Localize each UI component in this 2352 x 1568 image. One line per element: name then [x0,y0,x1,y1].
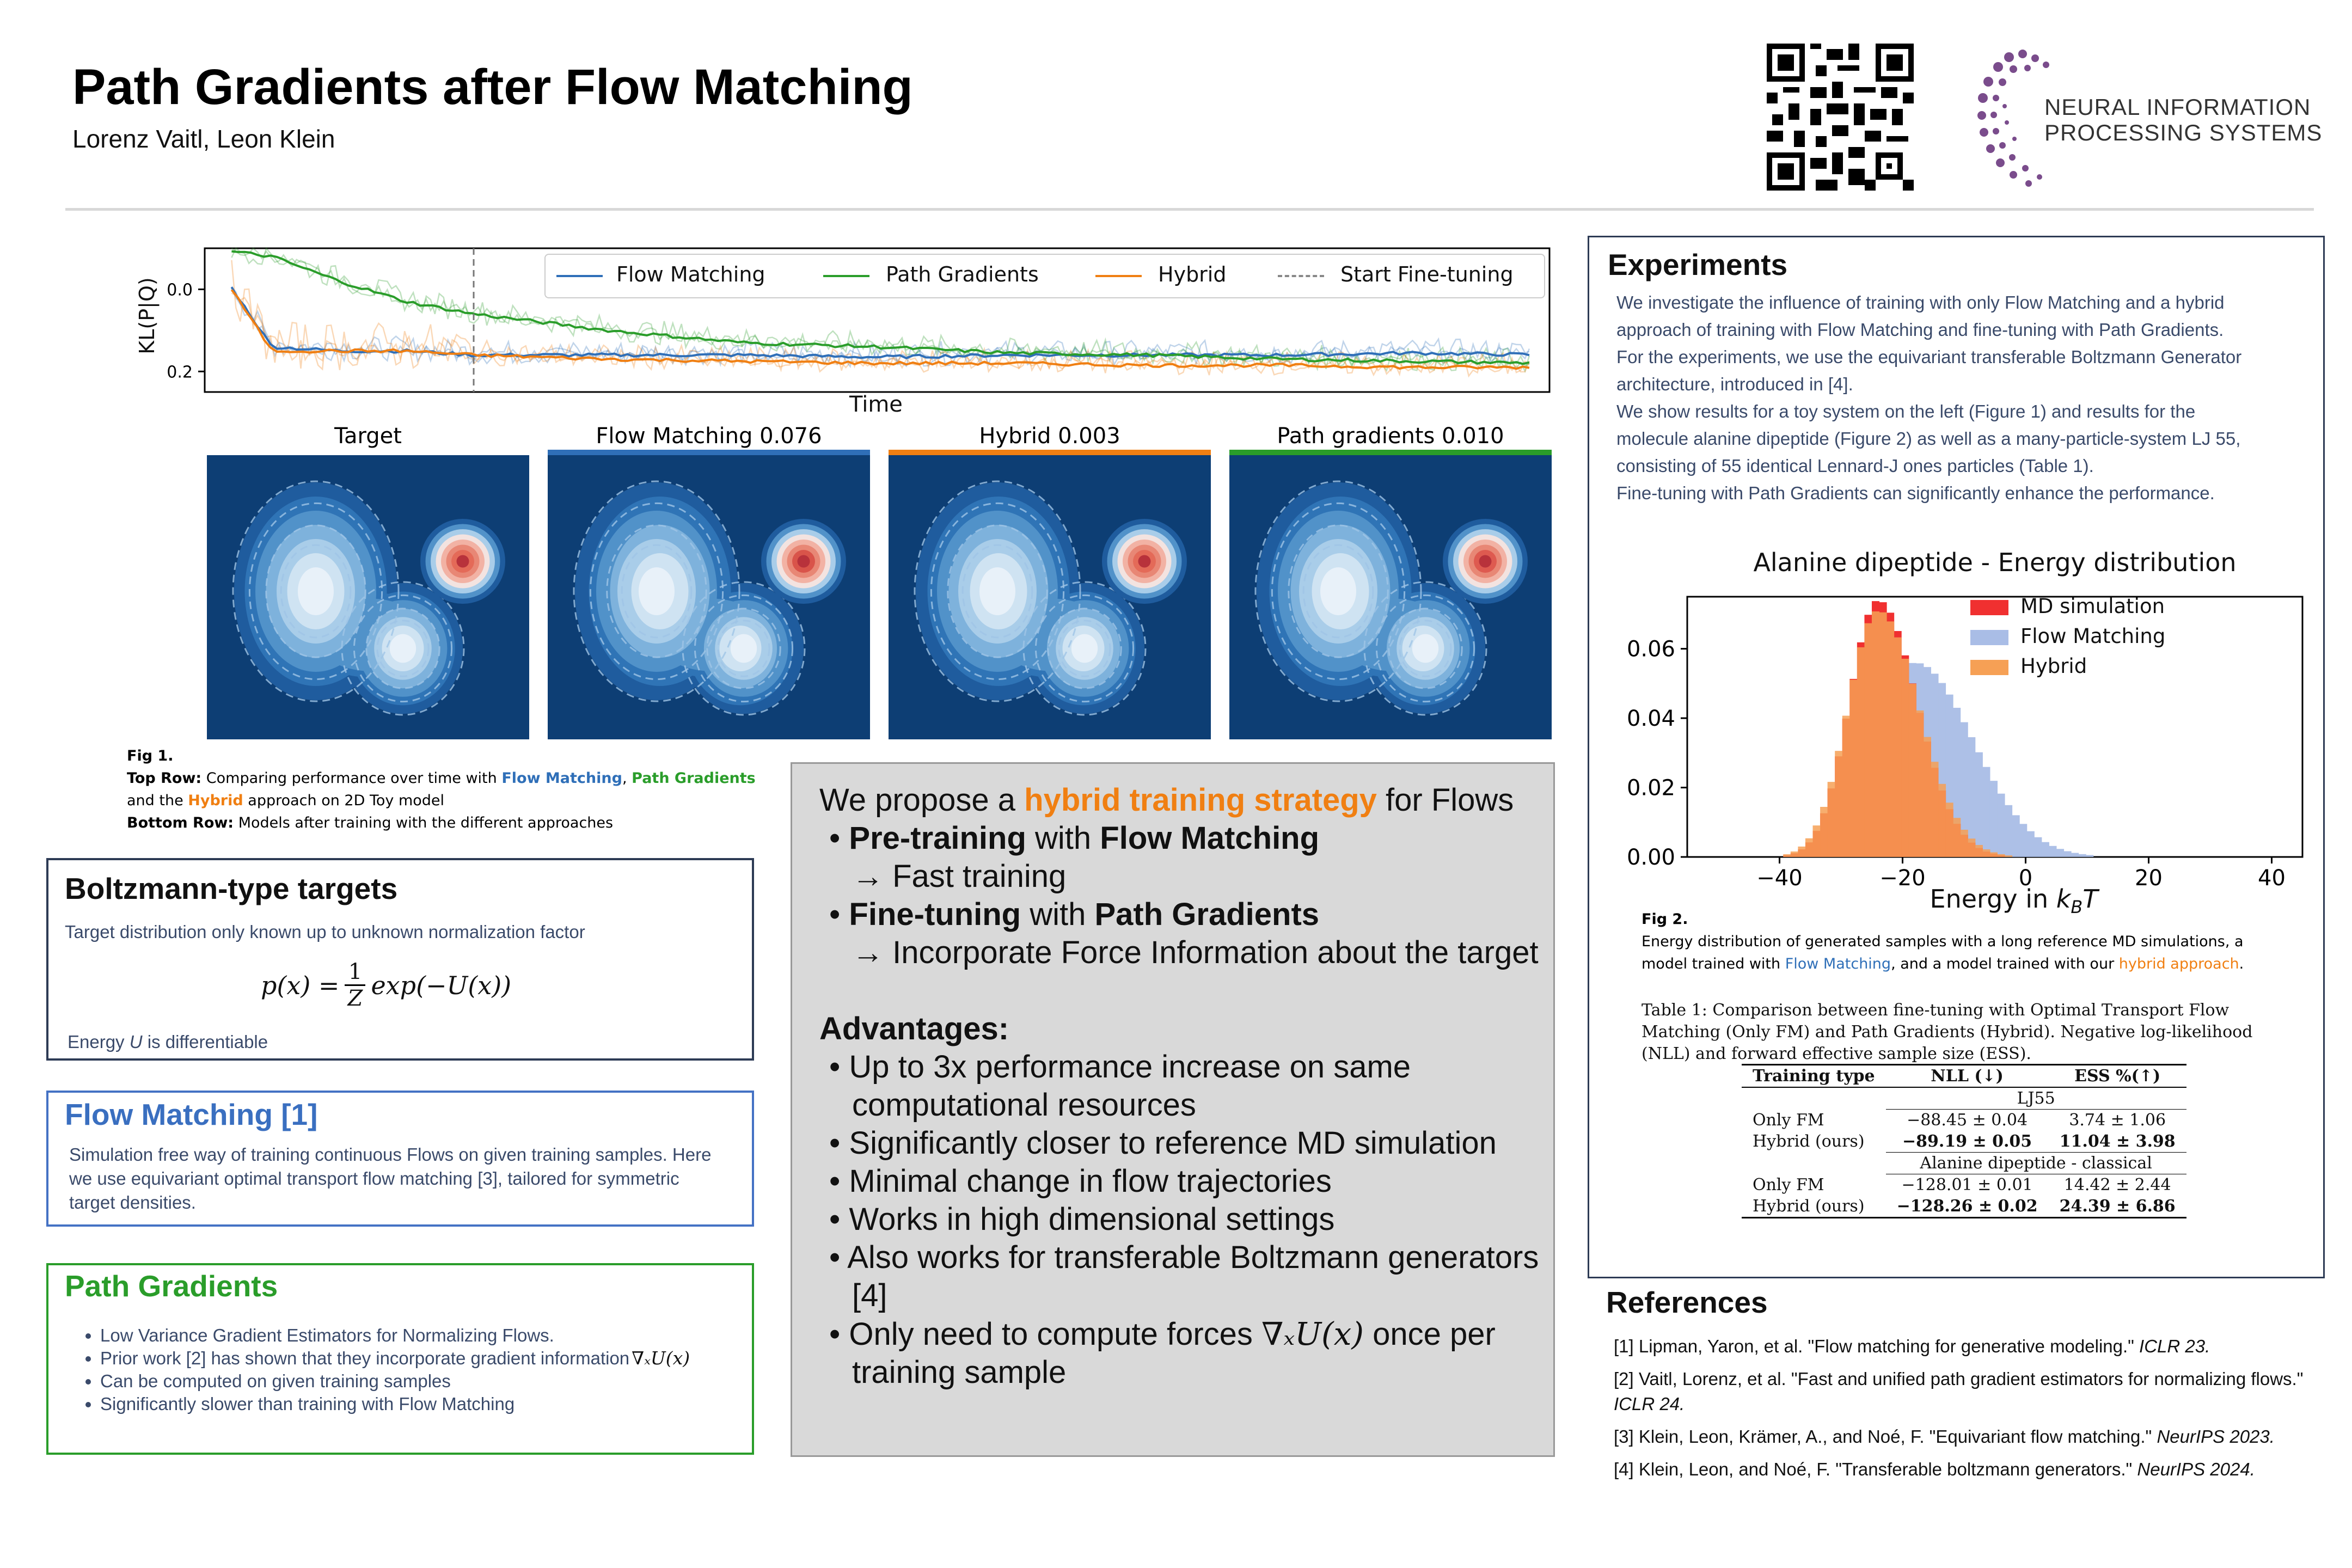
density-contours [574,481,846,715]
kl-ylabel: KL(P|Q) [135,277,159,354]
experiments-paragraph: Fine-tuning with Path Gradients can significantly enhance the performance. [1616,483,2215,503]
intro-c: for Flows [1376,782,1514,818]
table-caption: Table 1: Comparison between fine-tuning with Optimal Transport Flow Matching (Only FM) and Path Gradients (Hybrid). Negative log-likelihood (NLL) and forward effective sample size (ESS). [1641,1001,2253,1063]
panel-bar-pg [1229,450,1552,455]
experiments-box [1588,236,2325,1278]
energy-bar [1886,621,1894,857]
energy-bar [1953,818,1961,857]
legend-fm2-label: Flow Matching [2020,624,2166,648]
path-gradients-title: Path Gradients [65,1269,278,1303]
forces-symbol: ∇ₓU(x) [1261,1315,1364,1352]
energy-bar [2042,842,2049,857]
energy-bar [1998,794,2005,857]
qr-code[interactable] [1767,44,1914,191]
energy-bar [1998,854,2005,857]
bottom-row-text: Models after training with the different approaches [234,814,614,831]
energy-bar [1931,762,1938,857]
energy-bar [1879,612,1887,857]
kl-ytick-label: 0.2 [167,363,193,382]
energy-bar [1982,767,1990,857]
kl-ytick-label: 0.0 [167,280,193,300]
references-title: References [1606,1285,1768,1319]
cap-and-the: and the [127,792,188,809]
panel-label-target: Target [334,424,402,449]
advantage-item: • Also works for transferable Boltzmann generators [4] [829,1240,1539,1313]
table-row: Hybrid (ours) −128.26 ± 0.02 24.39 ± 6.86 [1742,1196,2186,1218]
energy-bar [2027,831,2035,857]
panel-label-path-gradients: Path gradients 0.010 [1277,424,1504,449]
energy-bar [1813,825,1821,857]
fine-a: Fine-tuning [849,897,1021,932]
advantages-list [819,1048,1549,1392]
legend-hybrid-label: Hybrid [1158,262,1227,286]
energy-post: is differentiable [142,1032,268,1052]
legend-pg-swatch [823,275,869,277]
pretraining-sub: → Fast training [852,859,1067,894]
fig2-caption [1641,908,2262,975]
energy-bar [1857,647,1865,857]
energy-bar [2005,805,2012,857]
advantage-item: • Significantly closer to reference MD simulation [829,1125,1497,1161]
energy-var: U [129,1032,143,1052]
neurips-dots-icon [1976,46,2053,193]
density-contours [233,481,505,715]
density-contours [1255,481,1528,715]
group-alanine: Alanine dipeptide - classical [1886,1153,2186,1174]
experiments-paragraph: We show results for a toy system on the left (Figure 1) and results for the molecule alanine dipeptide (Figure 2) as well as a many-particle-system LJ 55, consisting of 55 identical Lennard-J ones particles (Table 1). [1616,401,2241,476]
energy-xtick-label: 20 [2135,866,2163,891]
energy-xtick-label: −40 [1756,866,1803,891]
panel-bar-fm [548,450,870,455]
energy-bar [2049,846,2056,857]
energy-bar [1990,781,1998,857]
density-level [979,567,1015,615]
fine-b: with [1021,897,1095,932]
flow-matching-text: Simulation free way of training continuous Flows on given training samples. Here we use equivariant optimal transport flow matching [3], tailored for symmetric target densities. [69,1144,712,1212]
legend-hybrid-swatch [1095,275,1142,277]
advantages-title: Advantages: [819,1011,1009,1046]
energy-bar [1990,852,1998,857]
energy-bar [2034,837,2042,857]
energy-bar [1975,752,1983,857]
energy-ytick-label: 0.04 [1626,706,1675,732]
last-a: Only need to compute forces [849,1316,1262,1352]
table-row: Only FM −128.01 ± 0.01 14.42 ± 2.44 [1753,1175,2171,1195]
reference-item: [4] Klein, Leon, and Noé, F. "Transferable boltzmann generators." NeurIPS 2024. [1614,1459,2255,1479]
th-ess: ESS %(↑) [2074,1067,2161,1086]
density-panel-flow-matching [548,455,870,739]
density-peak [798,555,810,568]
reference-item: [2] Vaitl, Lorenz, et al. "Fast and unified path gradient estimators for normalizing flows." ICLR 24. [1614,1369,2304,1414]
pre-a: Pre-training [849,820,1026,856]
cap-comma: , [622,770,632,787]
pre-c: Flow Matching [1100,820,1320,856]
density-peak [1479,555,1492,568]
flow-matching-box [46,1091,754,1227]
energy-bar [2079,854,2086,857]
density-level [1320,567,1356,615]
proposal-intro [819,781,1549,819]
experiments-title: Experiments [1608,248,1788,281]
pg-item: • Can be computed on given training samples [100,1370,743,1393]
legend-fm-swatch [556,275,603,277]
cap-approach: approach on 2D Toy model [243,792,445,809]
authors: Lorenz Vaitl, Leon Klein [72,125,335,153]
references [1606,1285,2314,1490]
energy-bar [2005,855,2012,857]
density-level [1412,634,1438,663]
reference-item: [1] Lipman, Yaron, et al. "Flow matching for generative modeling." ICLR 23. [1614,1336,2210,1356]
energy-bar [1968,838,1975,857]
legend-hy2-swatch [1970,660,2008,675]
legend-ft-swatch [1278,275,1324,277]
neurips-logo [1976,46,2325,193]
legend-ft-label: Start Fine-tuning [1340,262,1514,286]
energy-bar [1872,611,1879,857]
th-nll: NLL (↓) [1931,1067,2004,1086]
energy-bar [1961,830,1968,857]
formula-den: Z [347,986,363,1011]
finetuning-item: • Fine-tuning with Path Gradients [829,897,1320,932]
energy-bar [1783,854,1791,857]
energy-bar [1916,710,1924,857]
energy-bar [1864,623,1872,857]
experiments-paragraph: For the experiments, we use the equivariant transferable Boltzmann Generator architecture, introduced in [4]. [1616,347,2242,394]
density-level [298,567,334,615]
advantage-text: Works in high dimensional settings [849,1202,1335,1237]
density-panel-hybrid [889,455,1211,739]
energy-ytick-label: 0.00 [1626,845,1675,870]
density-panel-path-gradients [1229,455,1552,739]
legend-md-label: MD simulation [2020,595,2165,618]
energy-xtick-label: 40 [2258,866,2286,891]
fig2-label: Fig 2. [1641,911,1688,928]
fig2-fm: Flow Matching [1785,955,1891,972]
kl-chart [125,240,1563,425]
bottom-row-label: Bottom Row: [127,814,234,831]
last-b: once per training sample [852,1316,1496,1390]
top-row-label: Top Row: [127,770,202,787]
boltzmann-title: Boltzmann-type targets [65,872,398,905]
energy-bar [1924,737,1931,857]
energy-bar [1938,784,1946,857]
density-panel-target [207,455,529,739]
fig1-caption [127,745,807,834]
cap-pg: Path Gradients [632,770,756,787]
energy-chart-title: Alanine dipeptide - Energy distribution [1753,548,2237,577]
legend-md-swatch [1970,600,2008,615]
energy-bar [1946,803,1953,857]
energy-bar [1894,638,1902,857]
pre-b: with [1026,820,1100,856]
reference-item: [3] Klein, Leon, Krämer, A., and Noé, F. "Equivariant flow matching." NeurIPS 2023. [1614,1426,2275,1447]
density-level [1071,634,1098,663]
energy-bar [1798,847,1805,857]
logo-line1: NEURAL INFORMATION [2044,94,2311,120]
fig2-text-c: . [2239,955,2244,972]
advantage-text: Significantly closer to reference MD simulation [849,1125,1497,1161]
legend-pg-label: Path Gradients [886,262,1039,286]
formula-lhs: p(x) = [261,970,340,1000]
panel-bar-hybrid [889,450,1211,455]
energy-bar [2086,855,2093,857]
header-divider [65,208,2314,211]
cap-hybrid: Hybrid [188,792,243,809]
pg-grad-symbol: ∇ₓU(x) [632,1347,690,1369]
energy-bar [1828,782,1835,857]
energy-ytick-label: 0.02 [1626,775,1675,801]
advantage-item: • Works in high dimensional settings [829,1202,1335,1237]
proposal-box [791,762,1555,1457]
advantage-text: Minimal change in flow trajectories [849,1163,1332,1199]
poster-title: Path Gradients after Flow Matching [72,59,913,115]
kl-legend [544,254,1545,298]
top-row-text: Comparing performance over time with [201,770,502,787]
advantage-text: Up to 3x performance increase on same computational resources [849,1049,1411,1123]
energy-bar [1835,751,1842,857]
advantage-text: Also works for transferable Boltzmann generators [4] [847,1240,1539,1313]
energy-bar [1975,845,1983,857]
energy-xlabel: Energy in $k_BT$ [1930,884,2098,918]
logo-line2: PROCESSING SYSTEMS [2044,120,2323,145]
panel-label-flow-matching: Flow Matching 0.076 [596,424,822,449]
pg-item: • Significantly slower than training with Flow Matching [100,1393,743,1416]
advantage-item: • Only need to compute forces ∇ₓU(x) once per training sample [829,1315,1496,1390]
advantage-item: • Minimal change in flow trajectories [829,1163,1332,1199]
cap-fm: Flow Matching [501,770,622,787]
legend-fm-label: Flow Matching [616,262,765,286]
results-table [1742,1064,2186,1218]
energy-bar [1805,838,1813,857]
intro-b: hybrid training strategy [1024,782,1377,818]
energy-legend [1970,591,2210,681]
pretraining-item: • Pre-training with Flow Matching [829,820,1320,856]
advantage-item: • Up to 3x performance increase on same computational resources [829,1049,1411,1123]
pg-item [100,1347,743,1370]
legend-fm2-swatch [1970,630,2008,645]
proposal-content [819,781,1549,1392]
legend-hy2-label: Hybrid [2020,654,2087,678]
energy-bar [1849,679,1857,857]
energy-ytick-label: 0.06 [1626,636,1675,662]
energy-bar [1909,684,1916,857]
density-peak [1138,555,1151,568]
fig2-text-a: Energy distribution of generated samples with a long reference MD simulations, a model trained with [1641,933,2244,972]
finetuning-sub: → Incorporate Force Information about the target [852,935,1539,970]
energy-bar [2019,824,2027,857]
density-level [639,567,675,615]
energy-bar [2056,849,2064,857]
energy-bar [1820,807,1828,857]
energy-bar [1982,849,1990,857]
kl-xlabel: Time [849,392,903,417]
intro-a: We propose a [819,782,1025,818]
energy-pre: Energy [68,1032,130,1052]
fig2-text-b: , and a model trained with our [1891,955,2119,972]
fig2-hy: hybrid approach [2118,955,2239,972]
pg-item-text: Prior work [2] has shown that they incorporate gradient information [100,1348,630,1368]
pg-item: • Low Variance Gradient Estimators for Normalizing Flows. [100,1324,743,1347]
table-row: Hybrid (ours) −89.19 ± 0.05 11.04 ± 3.98 [1753,1132,2176,1152]
energy-xtick-label: 0 [2018,866,2033,891]
energy-xtick-label: −20 [1879,866,1926,891]
th-type: Training type [1753,1067,1875,1086]
energy-chart [1589,548,2326,951]
density-peak [457,555,469,568]
table-row: Only FM −88.45 ± 0.04 3.74 ± 1.06 [1753,1110,2166,1130]
formula-rhs: exp(−U(x)) [371,970,512,1000]
boltzmann-text: Target distribution only known up to unknown normalization factor [65,922,585,942]
density-contours [915,481,1187,715]
experiments-paragraph: We investigate the influence of training with only Flow Matching and a hybrid approach of training with Flow Matching and fine-tuning with Path Gradients. [1616,292,2225,340]
energy-bar [1791,852,1798,857]
path-gradients-box [46,1263,754,1455]
path-gradients-list [100,1324,743,1416]
energy-bar [2071,853,2079,857]
density-level [731,634,757,663]
boltzmann-formula [261,959,511,1011]
group-lj55: LJ55 [1886,1087,2186,1110]
flow-matching-title: Flow Matching [1] [65,1098,318,1131]
energy-bar [2012,815,2020,857]
formula-num: 1 [348,959,363,984]
experiments-text [1616,289,2270,507]
panel-label-hybrid: Hybrid 0.003 [979,424,1120,449]
fine-c: Path Gradients [1094,897,1320,932]
energy-text [68,1032,268,1052]
energy-bar [2064,851,2072,857]
fig1-label: Fig 1. [127,748,174,764]
boltzmann-box [46,858,754,1061]
energy-bar [1842,716,1850,857]
density-level [390,634,416,663]
energy-bar [1901,659,1909,857]
